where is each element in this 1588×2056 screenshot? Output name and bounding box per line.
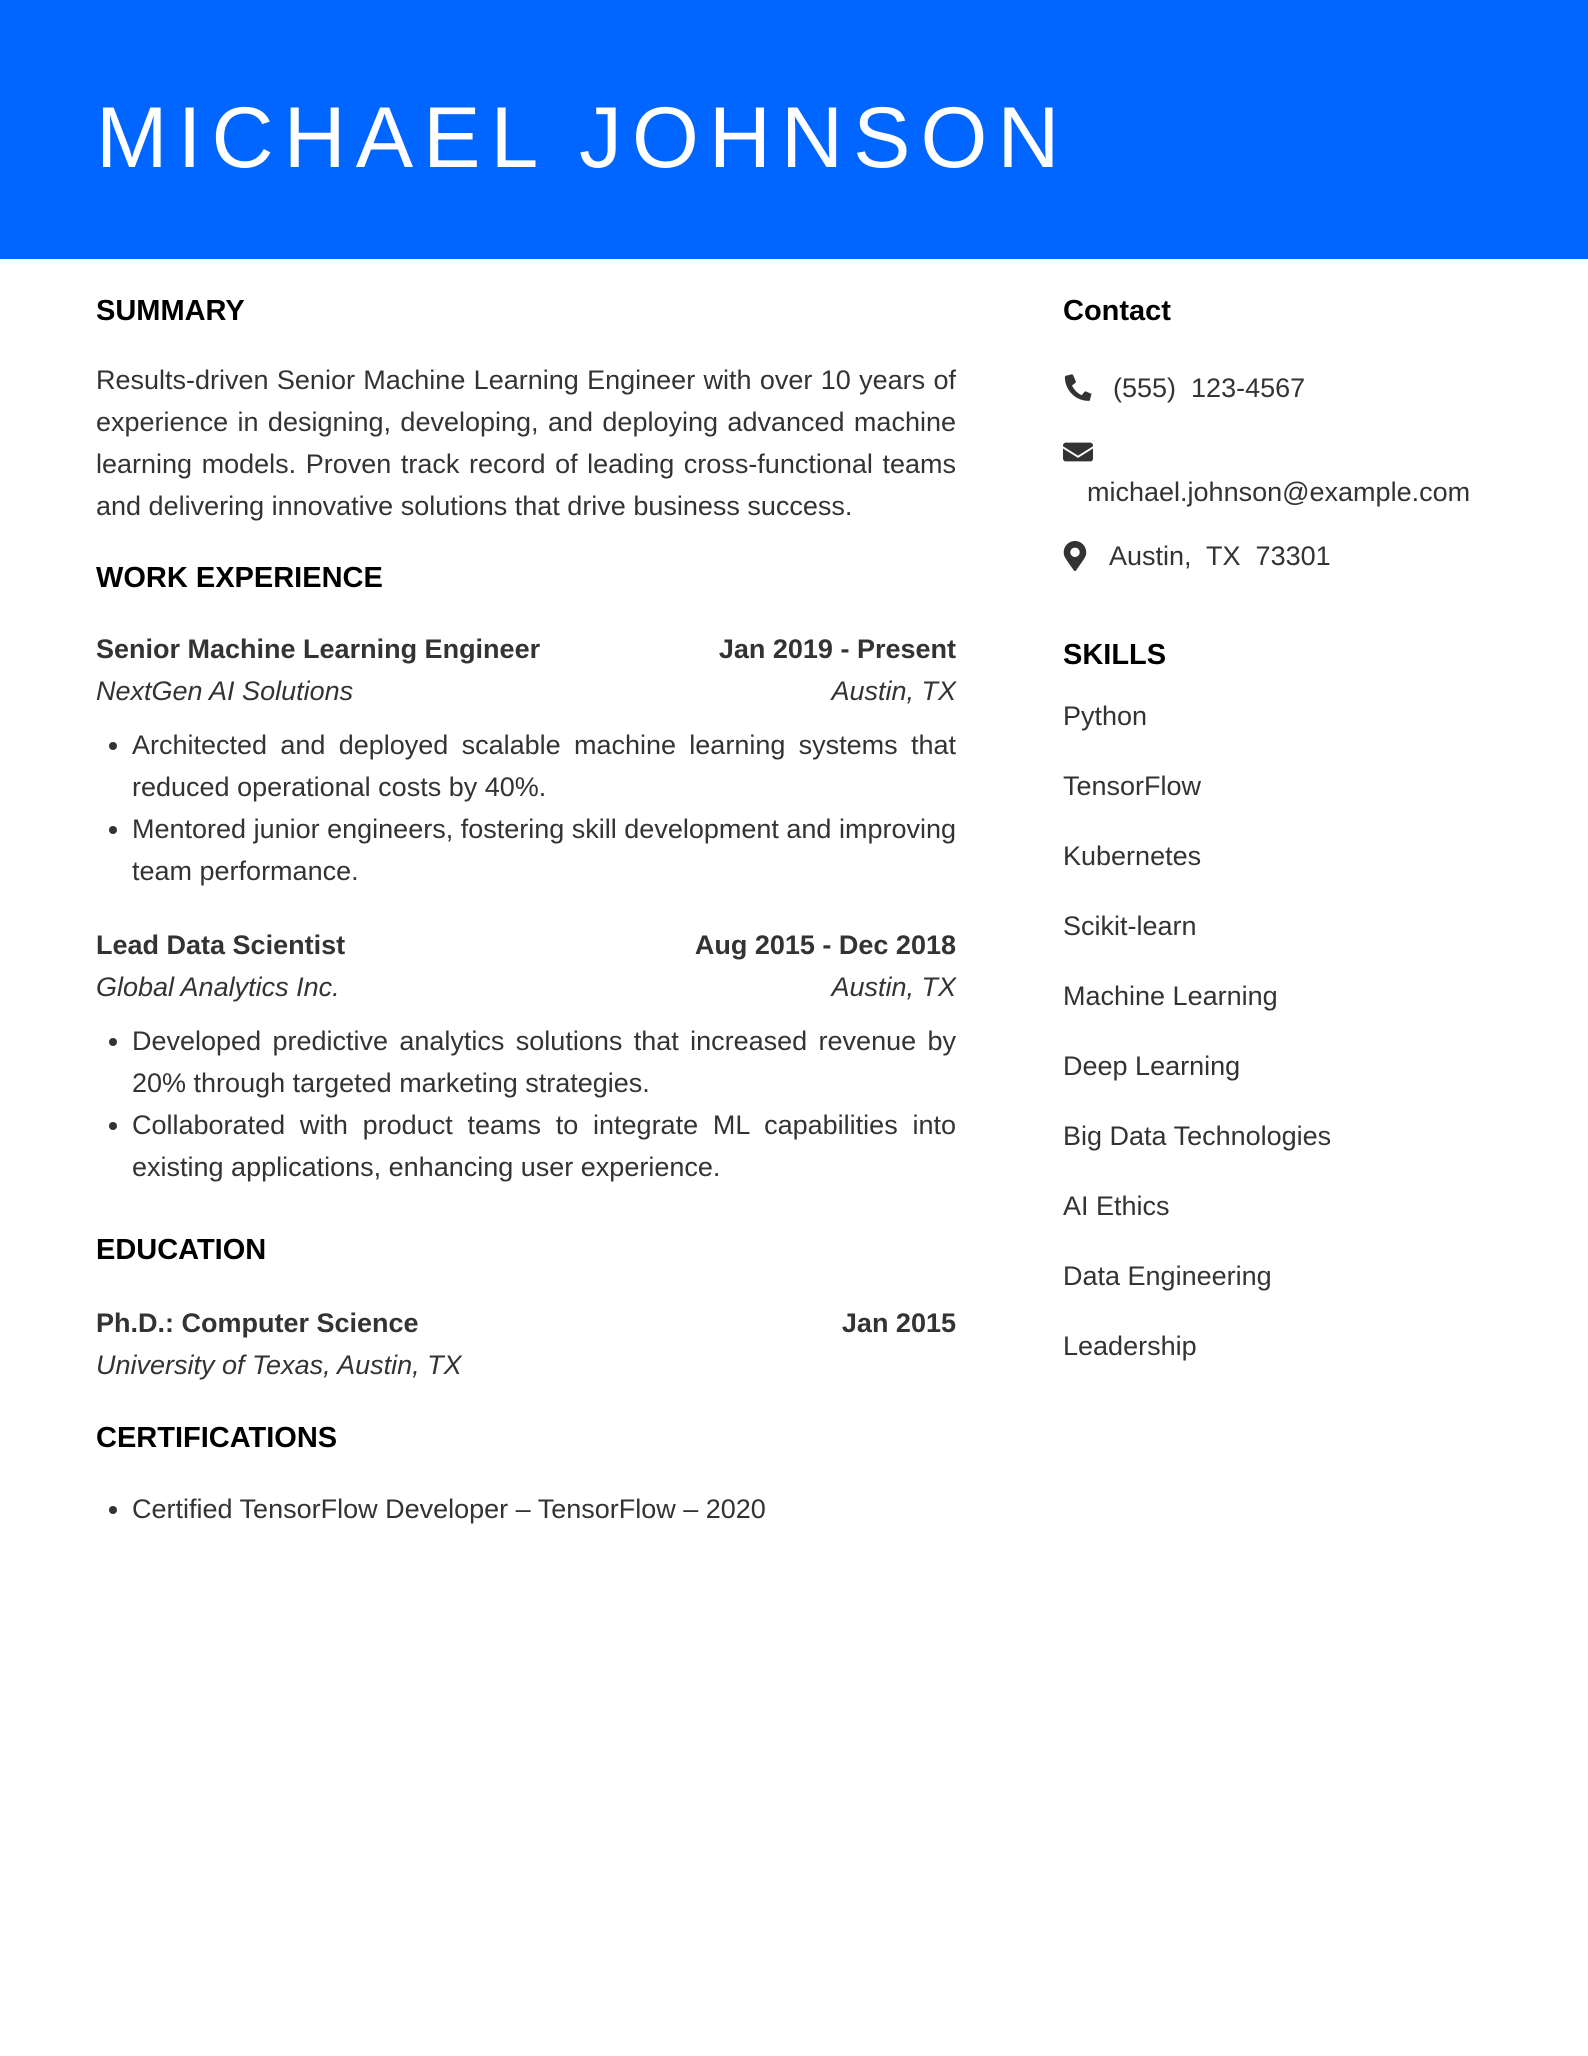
- envelope-icon: [1063, 437, 1093, 467]
- job-bullets: [96, 724, 956, 892]
- job-entry: [96, 628, 956, 892]
- skill-item: Machine Learning: [1063, 981, 1278, 1011]
- sidebar-column: [1063, 259, 1523, 1395]
- job-dates: Jan 2019 - Present: [718, 634, 956, 664]
- header-banner: [0, 0, 1588, 259]
- job-title: Lead Data Scientist: [96, 930, 346, 960]
- contact-phone: [1063, 367, 1523, 409]
- job-bullet: • Developed predictive analytics solutions that increased revenue by 20% through targeted marketing strategies.: [132, 1020, 956, 1104]
- main-column: [96, 259, 956, 1530]
- contact-email[interactable]: michael.johnson@example.com: [1087, 477, 1471, 507]
- job-bullet: • Collaborated with product teams to integrate ML capabilities into existing applications, enhancing user experience.: [132, 1104, 956, 1188]
- education-date: Jan 2015: [841, 1308, 956, 1338]
- contact-location-text: Austin, TX 73301: [1109, 541, 1331, 571]
- map-pin-icon: [1063, 541, 1087, 571]
- summary-heading: SUMMARY: [96, 295, 245, 327]
- job-entry: [96, 924, 956, 1188]
- skill-item: Kubernetes: [1063, 841, 1202, 871]
- candidate-name: MICHAEL JOHNSON: [96, 90, 1070, 186]
- job-dates: Aug 2015 - Dec 2018: [694, 930, 956, 960]
- certifications-heading: CERTIFICATIONS: [96, 1422, 338, 1454]
- job-company: Global Analytics Inc.: [96, 972, 340, 1002]
- contact-email-icon-row: [1063, 437, 1523, 467]
- contact-location: [1063, 535, 1523, 577]
- skill-item: Scikit-learn: [1063, 911, 1197, 941]
- education-entry: [96, 1302, 956, 1386]
- skill-item: Leadership: [1063, 1331, 1197, 1361]
- phone-icon: [1063, 373, 1093, 403]
- job-location: Austin, TX: [831, 972, 956, 1002]
- skill-item: TensorFlow: [1063, 771, 1202, 801]
- summary-text: Results-driven Senior Machine Learning Engineer with over 10 years of experience in designing, developing, and deploying advanced machine learning models. Proven track record of leading cross-functional teams and delivering innovative solutions that drive business success.: [96, 365, 956, 521]
- job-company: NextGen AI Solutions: [96, 676, 354, 706]
- job-location: Austin, TX: [831, 676, 956, 706]
- skills-list: [1063, 695, 1523, 1367]
- skill-item: AI Ethics: [1063, 1191, 1170, 1221]
- contact-phone-text: (555) 123-4567: [1113, 373, 1306, 403]
- job-bullet: • Architected and deployed scalable machine learning systems that reduced operational costs by 40%.: [132, 724, 956, 808]
- skill-item: Deep Learning: [1063, 1051, 1241, 1081]
- skill-item: Python: [1063, 701, 1148, 731]
- contact-heading: Contact: [1063, 295, 1171, 327]
- certifications-list: [96, 1488, 956, 1530]
- job-bullet: • Mentored junior engineers, fostering skill development and improving team performance.: [132, 808, 956, 892]
- job-bullets: [96, 1020, 956, 1188]
- skills-heading: SKILLS: [1063, 639, 1167, 671]
- education-school: University of Texas, Austin, TX: [96, 1350, 462, 1380]
- work-experience-heading: WORK EXPERIENCE: [96, 562, 383, 594]
- job-title: Senior Machine Learning Engineer: [96, 634, 541, 664]
- skill-item: Big Data Technologies: [1063, 1121, 1332, 1151]
- education-heading: EDUCATION: [96, 1234, 267, 1266]
- skill-item: Data Engineering: [1063, 1261, 1272, 1291]
- certification-item: • Certified TensorFlow Developer – TensorFlow – 2020: [132, 1488, 956, 1530]
- education-degree: Ph.D.: Computer Science: [96, 1308, 419, 1338]
